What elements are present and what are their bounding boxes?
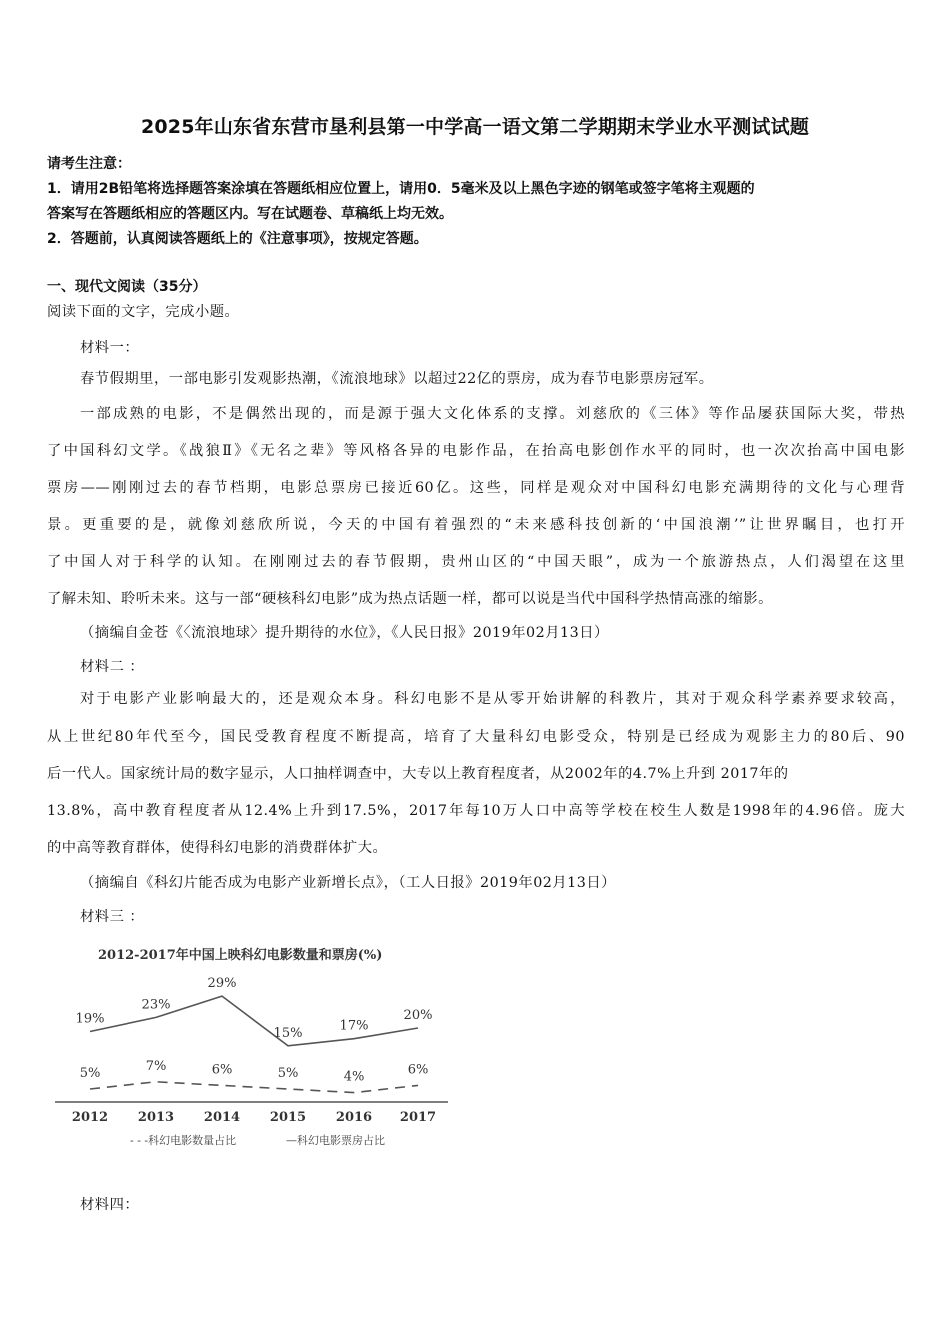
data-label: 17% [339, 1018, 369, 1034]
material-1-p2-line-5: 了中国人对于科学的认知。在刚刚过去的春节假期，贵州山区的“中国天眼”，成为一个旅游热点，人们渴望在这里 [47, 554, 905, 570]
x-tick-label: 2014 [203, 1110, 241, 1125]
material-1-label: 材料一： [80, 340, 140, 356]
x-tick-label: 2015 [269, 1110, 307, 1125]
data-label: 29% [207, 976, 237, 992]
material-1-paragraph-1: 春节假期里，一部电影引发观影热潮，《流浪地球》以超过22亿的票房，成为春节电影票房冠军。 [80, 371, 714, 387]
notice-heading: 请考生注意： [47, 156, 131, 172]
chart-title: 2012-2017年中国上映科幻电影数量和票房(%) [98, 948, 383, 963]
material-1-p2-line-6: 了解未知、聆听未来。这与一部“硬核科幻电影”成为热点话题一样，都可以说是当代中国科学热情高涨的缩影。 [47, 591, 773, 607]
material-2-line-2: 从上世纪80年代至今，国民受教育程度不断提高，培育了大量科幻电影受众，特别是已经成为观影主力的80后、90 [47, 729, 905, 745]
legend-item-boxoffice: —科幻电影票房占比 [286, 1134, 385, 1147]
notice-item-1-line-2: 答案写在答题纸相应的答题区内。写在试题卷、草稿纸上均无效。 [47, 206, 453, 222]
material-1-p2-line-1: 一部成熟的电影，不是偶然出现的，而是源于强大文化体系的支撑。刘慈欣的《三体》等作品屡获国际大奖，带热 [80, 406, 905, 422]
data-label: 5% [277, 1066, 299, 1081]
data-label: 20% [403, 1008, 433, 1023]
material-2-line-1: 对于电影产业影响最大的，还是观众本身。科幻电影不是从零开始讲解的科教片，其对于观众科学素养要求较高， [80, 691, 905, 707]
exam-title: 2025年山东省东营市垦利县第一中学高一语文第二学期期末学业水平测试试题 [140, 116, 810, 138]
sci-fi-film-chart [50, 935, 460, 1165]
data-label: 6% [211, 1062, 233, 1078]
material-2-label: 材料二 ： [80, 659, 145, 675]
material-3-label: 材料三 ： [80, 909, 145, 925]
series-line-count [90, 1082, 418, 1093]
material-1-p2-line-3: 票房——刚刚过去的春节档期，电影总票房已接近60亿。这些，同样是观众对中国科幻电影充满期待的文化与心理背 [47, 480, 905, 496]
material-1-p2-line-2: 了中国科幻文学。《战狼Ⅱ》《无名之辈》等风格各异的电影作品，在抬高电影创作水平的同时，也一次次抬高中国电影 [47, 443, 905, 459]
x-tick-label: 2012 [71, 1110, 109, 1125]
series-line-boxoffice [90, 996, 418, 1046]
material-1-p2-line-4: 景。更重要的是，就像刘慈欣所说，今天的中国有着强烈的“未来感科技创新的‘中国浪潮’”让世界瞩目，也打开 [47, 517, 905, 533]
material-1-source: （摘编自金苍《〈流浪地球〉提升期待的水位》，《人民日报》2019年02月13日） [80, 625, 609, 641]
x-tick-label: 2017 [399, 1110, 437, 1125]
material-4-label: 材料四： [80, 1197, 140, 1213]
data-label: 23% [141, 997, 171, 1013]
material-2-line-5: 的中高等教育群体，使得科幻电影的消费群体扩大。 [47, 840, 388, 856]
material-2-line-4: 13.8%，高中教育程度者从12.4%上升到17.5%，2017年每10万人口中高等学校在校生人数是1998年的4.96倍。庞大 [47, 803, 905, 819]
data-label: 5% [79, 1066, 101, 1081]
material-2-line-3: 后一代人。国家统计局的数字显示，人口抽样调查中，大专以上教育程度者，从2002年的4.7%上升到 2017年的 [47, 766, 789, 782]
material-2-source: （摘编自《科幻片能否成为电影产业新增长点》，（工人日报》2019年02月13日） [80, 875, 616, 891]
section-heading: 一、现代文阅读（35分） [47, 279, 207, 295]
legend-item-count: - - -科幻电影数量占比 [130, 1134, 237, 1147]
notice-item-1-line-1: 1．请用2B铅笔将选择题答案涂填在答题纸相应位置上，请用0．5毫米及以上黑色字迹的钢笔或签字笔将主观题的 [47, 181, 755, 197]
data-label: 7% [145, 1058, 167, 1074]
data-label: 4% [343, 1069, 365, 1085]
x-tick-label: 2016 [335, 1110, 373, 1125]
data-label: 19% [75, 1011, 105, 1027]
data-label: 15% [273, 1025, 303, 1041]
notice-item-2: 2．答题前，认真阅读答题纸上的《注意事项》，按规定答题。 [47, 231, 428, 247]
section-instruction: 阅读下面的文字，完成小题。 [47, 304, 240, 320]
x-tick-label: 2013 [137, 1110, 175, 1125]
data-label: 6% [407, 1062, 429, 1078]
